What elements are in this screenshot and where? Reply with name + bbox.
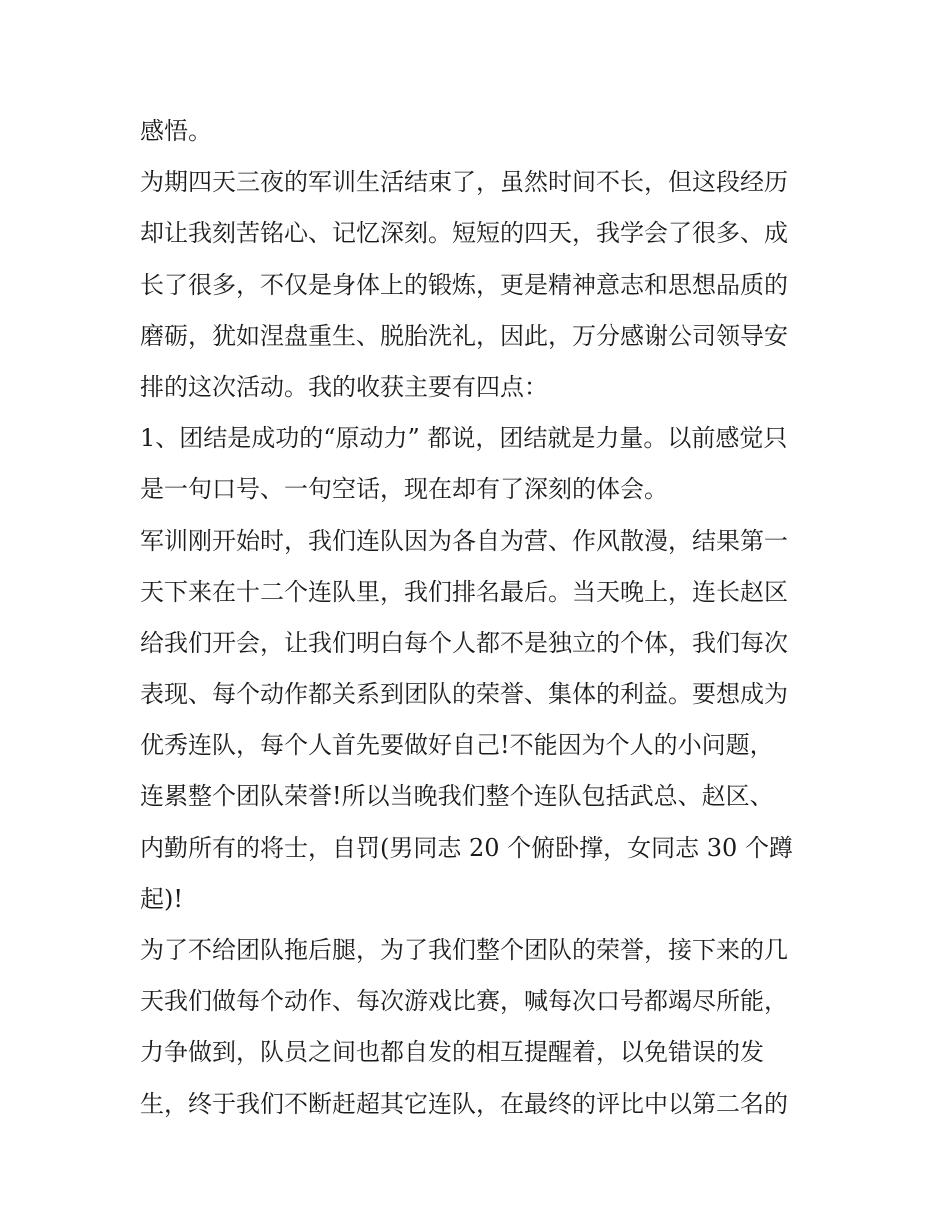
text-line: 表现、每个动作都关系到团队的荣誉、集体的利益。要想成为 [140, 680, 788, 709]
text-line: 优秀连队，每个人首先要做好自己!不能因为个人的小问题， [140, 731, 774, 760]
text-line: 感悟。 [140, 117, 212, 145]
text-line: 却让我刻苦铭心、记忆深刻。短短的四天，我学会了很多、成 [140, 219, 788, 248]
text-line: 是一句口号、一句空话，现在却有了深刻的体会。 [140, 475, 668, 504]
text-line: 为了不给团队拖后腿，为了我们整个团队的荣誉，接下来的几 [140, 936, 788, 964]
text-line: 天下来在十二个连队里，我们排名最后。当天晚上，连长赵区 [140, 577, 788, 606]
text-line: 生，终于我们不断赶超其它连队，在最终的评比中以第二名的 [140, 1089, 788, 1118]
text-line: 力争做到，队员之间也都自发的相互提醒着，以免错误的发 [140, 1038, 764, 1067]
text-line: 给我们开会，让我们明白每个人都不是独立的个体，我们每次 [140, 628, 788, 657]
text-line: 1、团结是成功的“原动力” 都说，团结就是力量。以前感觉只 [140, 424, 788, 453]
text-line: 起)! [140, 884, 184, 913]
text-line: 排的这次活动。我的收获主要有四点： [140, 372, 548, 401]
text-line: 为期四天三夜的军训生活结束了，虽然时间不长，但这段经历 [140, 168, 788, 197]
text-line: 连累整个团队荣誉!所以当晚我们整个连队包括武总、赵区、 [140, 782, 774, 811]
text-line: 长了很多，不仅是身体上的锻炼，更是精神意志和思想品质的 [140, 270, 788, 299]
text-line: 内勤所有的将士，自罚(男同志 20 个俯卧撑，女同志 30 个蹲 [140, 833, 793, 862]
document-body [140, 106, 830, 1130]
text-line: 天我们做每个动作、每次游戏比赛，喊每次口号都竭尽所能， [140, 987, 788, 1016]
text-line: 军训刚开始时，我们连队因为各自为营、作风散漫，结果第一 [140, 526, 788, 555]
text-line: 磨砺，犹如涅盘重生、脱胎洗礼，因此，万分感谢公司领导安 [140, 321, 788, 350]
